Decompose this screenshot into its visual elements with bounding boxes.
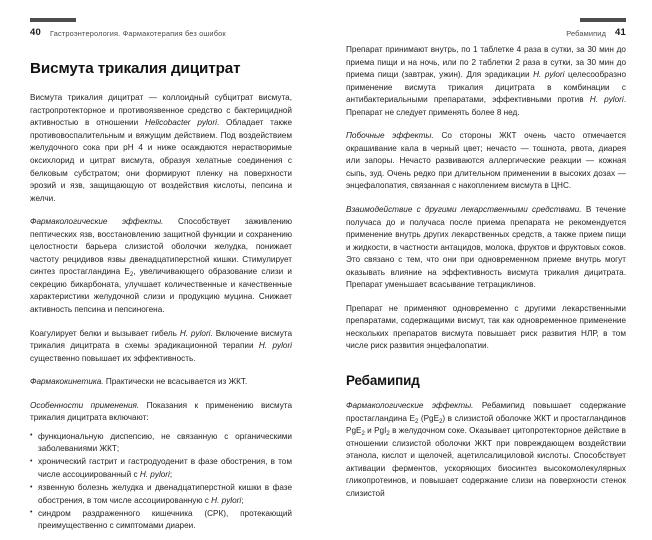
running-head-rule bbox=[30, 18, 76, 22]
paragraph-adverse-effects bbox=[346, 130, 626, 193]
paragraph-text: Способствует заживлению пептических язв, восстановлению защитной функции и сохранению целостности барьера слизистой оболочки желудка, понижает частоту рецидивов язвы двенадцатиперстной кишки. Стимулирует синтез простагландина $Е_2$, увеличивающего образование слизи и секрецию бикарбоната, улучшает количественные и качественные характеристики желудочной слизи и продукцию муцина. Снижает активность пепсина и пепсиногена. bbox=[30, 217, 293, 314]
right-page-number: 41 bbox=[615, 27, 626, 38]
right-running-title: Ребамипид bbox=[566, 29, 607, 38]
paragraph-rebamipide-effects bbox=[346, 400, 626, 500]
running-head-rule bbox=[580, 18, 626, 22]
list-item: • язвенную болезнь желудка и двенадцатиперстной кишки в фазе обострения, в том числе ассоциированную с H. pylori; bbox=[30, 482, 292, 507]
paragraph-text: Практически не всасывается из ЖКТ. bbox=[105, 377, 248, 387]
run-in-heading-usage-features: Особенности применения. bbox=[30, 400, 140, 410]
indications-list bbox=[30, 431, 292, 533]
paragraph-bismuth-warning: Препарат не применяют одновременно с другими лекарственными препаратами, содержащими висмут, так как одновременное применение нескольких препаратов висмута повышает риск развития НЛР, в том числе риск развития энцефалопатии. bbox=[346, 303, 626, 351]
left-running-head bbox=[30, 0, 292, 44]
paragraph-hp-eradication: Коагулирует белки и вызывает гибель H. pylori. Включение висмута трикалия дицитрата в схемы эрадикационной терапии H. pylori существенно повышает их эффективность. bbox=[30, 328, 293, 363]
paragraph-text: Показания к применению висмута трикалия дицитрата включают: bbox=[30, 400, 292, 423]
list-item: • синдром раздраженного кишечника (СРК), протекающий преимущественно с симптомами диареи. bbox=[30, 508, 292, 533]
left-running-title: Гастроэнтерология. Фармакотерапия без ошибок bbox=[49, 29, 226, 38]
run-in-heading-rebamipide-effects: Фармакологические эффекты. bbox=[346, 401, 474, 411]
run-in-heading-pharmacokinetics: Фармакокинетика. bbox=[30, 377, 104, 387]
paragraph-text: Со стороны ЖКТ очень часто отмечается окрашивание кала в черный цвет; нечасто — тошнота, рвота, диарея или запоры. Нечасто развиваются аллергические реакции — кожная сыпь, зуд. Очень редко при длительном применении в высоких дозах — энцефалопатия, связанная с накоплением висмута в ЦНС. bbox=[346, 131, 626, 191]
paragraph-dosing: Препарат принимают внутрь, по 1 таблетке 4 раза в сутки, за 30 мин до приема пищи и на ночь, или по 2 таблетки 2 раза в сутки, за 30 мин до приема пищи (завтрак, ужин). Для эрадикации H. pylori целесообразно применение висмута трикалия дицитрата в комбинации с антибактериальными препаратами, эффективными против H. pylori. Препарат не следует применять более 8 нед. bbox=[346, 45, 627, 117]
run-in-heading-pharmacological-effects: Фармакологические эффекты. bbox=[30, 217, 164, 227]
list-item: • хронический гастрит и гастродуоденит в фазе обострения, в том числе ассоциированный с H. pylori; bbox=[30, 456, 292, 481]
right-running-head bbox=[346, 0, 626, 44]
page-title: Висмута трикалия дицитрат bbox=[30, 60, 241, 77]
paragraph-pharmacological-effects bbox=[30, 216, 292, 316]
section-title: Ребамипид bbox=[346, 373, 420, 389]
paragraph-text: В течение получаса до и получаса после приема препарата не рекомендуется применение внутрь других лекарственных средств, а также прием пищи и жидкости, в частности антацидов, молока, фруктов и фруктовых соков. Это связано с тем, что они при одновременном приеме внутрь могут оказывать влияние на эффективность висмута трикалия дицитрата. Препарат уменьшает всасывание тетрациклинов. bbox=[346, 205, 626, 290]
left-page-number: 40 bbox=[30, 27, 41, 38]
right-page bbox=[326, 0, 652, 540]
paragraph-text: Ребамипид повышает содержание простагландина $Е_2$ (PgE$_2$) в слизистой оболочке ЖКТ и простагландинов PgE$_2$ и PgI$_2$ в желудочном соке. Оказывает цитопротекторное действие в отношении слизистой оболочки ЖКТ при повреждающем воздействии этанола, кислот и щелочей, ацетилсалициловой кислоты. Способствует активации ферментов, ускоряющих биосинтез высокомолекулярных гликопротеинов, и повышает содержание слизи на поверхности стенок слизистой bbox=[346, 401, 626, 498]
paragraph-drug-interactions bbox=[346, 204, 626, 292]
run-in-heading-drug-interactions: Взаимодействие с другими лекарственными средствами. bbox=[346, 205, 582, 215]
paragraph-usage-features bbox=[30, 400, 292, 425]
paragraph-pharmacokinetics bbox=[30, 376, 292, 389]
paragraph-intro: Висмута трикалия дицитрат — коллоидный субцитрат висмута, гастропротекторное и противоязвенное средство с бактерицидной активностью в отношении Helicobacter pylori. Обладает также противовоспалительным и вяжущим действием. Под воздействием желудочного сока при рН 4 и ниже осаждаются нерастворимые оксихлорид и цитрат висмута, образуя хелатные соединения с белковым субстратом; они формируют пленку на поверхности эрозий и язв, защищающую от воздействия кислоты, пепсина и желчи. bbox=[30, 93, 292, 203]
run-in-heading-adverse-effects: Побочные эффекты. bbox=[346, 131, 434, 141]
list-item: • функциональную диспепсию, не связанную с органическими заболеваниями ЖКТ; bbox=[30, 431, 292, 456]
